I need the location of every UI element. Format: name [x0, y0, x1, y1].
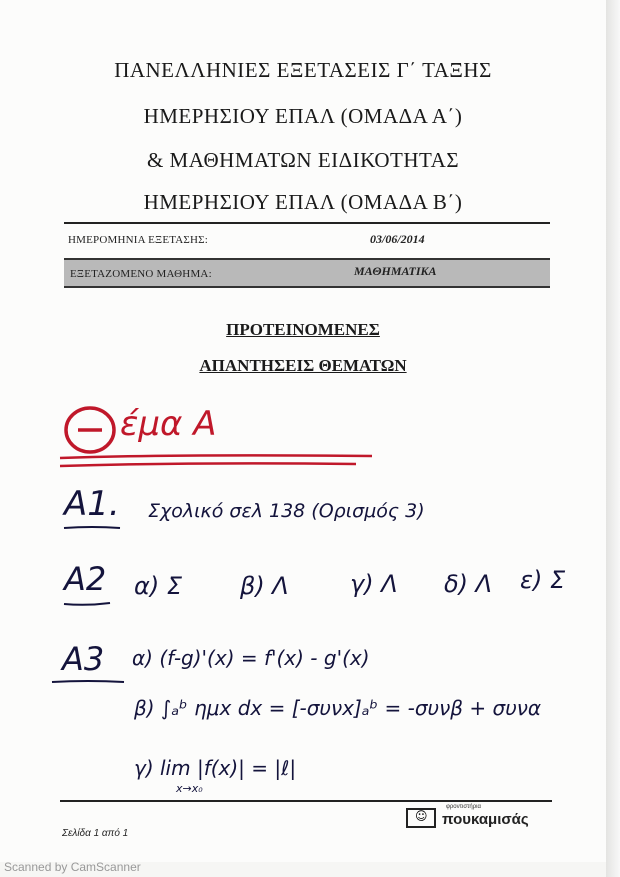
topic-underline — [56, 452, 376, 470]
a2-answer-c: γ) Λ — [350, 570, 398, 598]
rule-top — [64, 222, 550, 224]
header-line-4: ΗΜΕΡΗΣΙΟΥ ΕΠΑΛ (ΟΜΑΔΑ Β΄) — [143, 190, 463, 214]
page-edge-shadow — [606, 0, 620, 877]
a2-label: Α2 — [64, 560, 107, 598]
scan-watermark: Scanned by CamScanner — [4, 860, 141, 874]
a1-text: Σχολικό σελ 138 (Ορισμός 3) — [148, 500, 425, 522]
date-label: ΗΜΕΡΟΜΗΝΙΑ ΕΞΕΤΑΣΗΣ: — [68, 234, 209, 246]
page-number: Σελίδα 1 από 1 — [62, 828, 129, 839]
logo-glyph: ☺ — [415, 809, 428, 823]
header-line-3: & ΜΑΘΗΜΑΤΩΝ ΕΙΔΙΚΟΤΗΤΑΣ — [146, 148, 460, 172]
logo-tagline: φροντιστήρια — [446, 804, 481, 810]
a2-answer-a: α) Σ — [134, 572, 182, 600]
logo-icon — [406, 808, 436, 828]
heading-line-1: ΠΡΟΤΕΙΝΟΜΕΝΕΣ — [226, 320, 380, 339]
a3-label: Α3 — [62, 640, 105, 678]
footer-rule — [60, 800, 552, 802]
topic-title — [60, 398, 280, 458]
header-line-1: ΠΑΝΕΛΛΗΝΙΕΣ ΕΞΕΤΑΣΕΙΣ Γ΄ ΤΑΞΗΣ — [114, 58, 492, 82]
a2-answer-d: δ) Λ — [444, 570, 493, 598]
a2-answer-b: β) Λ — [240, 572, 289, 600]
topic-title-tail: έμα Α — [120, 404, 217, 444]
heading-line-2: ΑΠΑΝΤΗΣΕΙΣ ΘΕΜΑΤΩΝ — [199, 356, 407, 375]
a1-label: Α1. — [64, 484, 120, 524]
subject-value: ΜΑΘΗΜΑΤΙΚΑ — [354, 264, 437, 278]
a3-answer-a: α) (f-g)'(x) = f'(x) - g'(x) — [132, 646, 370, 670]
date-value: 03/06/2014 — [370, 232, 425, 246]
subject-label: ΕΞΕΤΑΖΟΜΕΝΟ ΜΑΘΗΜΑ: — [70, 268, 212, 280]
a3-answer-b: β) ∫ₐᵇ ημx dx = [-συνx]ₐᵇ = -συνβ + συνα — [134, 696, 542, 720]
logo-name: πουκαμισάς — [442, 811, 529, 828]
a3-answer-c: γ) lim |f(x)| = |ℓ| — [134, 756, 297, 780]
header-line-2: ΗΜΕΡΗΣΙΟΥ ΕΠΑΛ (ΟΜΑΔΑ Α΄) — [143, 104, 463, 128]
a2-underline — [62, 600, 112, 608]
a3-answer-c-subscript: x→x₀ — [176, 782, 203, 795]
a2-answer-e: ε) Σ — [520, 566, 566, 594]
a1-underline — [62, 524, 122, 532]
a3-underline — [50, 678, 126, 686]
